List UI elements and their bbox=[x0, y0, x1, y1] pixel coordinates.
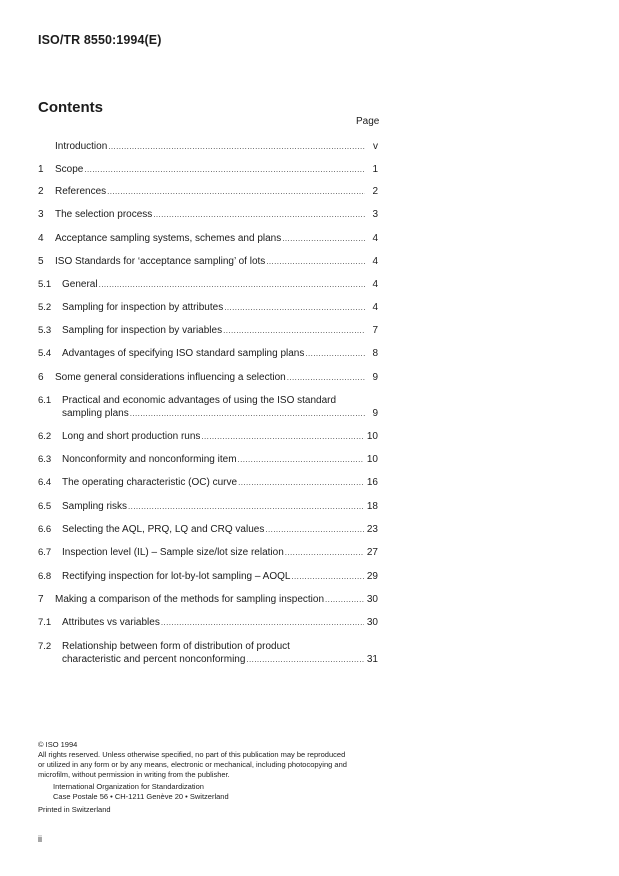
toc-entry-text: Some general considerations influencing a selection bbox=[55, 372, 286, 383]
toc-entry-line2 bbox=[62, 407, 378, 420]
dot-leader bbox=[325, 593, 364, 606]
dot-leader bbox=[287, 371, 365, 384]
toc-entry-number: 6.4 bbox=[38, 477, 52, 488]
contents-heading: Contents bbox=[38, 99, 103, 116]
organization-address bbox=[53, 782, 229, 802]
toc-entry-number: 3 bbox=[38, 209, 44, 220]
toc-entry-number: 5.2 bbox=[38, 302, 52, 313]
toc-entry-number: 5.4 bbox=[38, 348, 52, 359]
toc-entry-text-line1: Relationship between form of distribution of product bbox=[62, 641, 290, 652]
dot-leader bbox=[305, 347, 365, 360]
toc-entry-title bbox=[55, 140, 378, 153]
toc-entry-page: 9 bbox=[372, 372, 378, 383]
toc-entry-number: 4 bbox=[38, 233, 44, 244]
page-number: ii bbox=[38, 834, 42, 844]
dot-leader bbox=[223, 324, 365, 337]
toc-entry-page: 8 bbox=[372, 348, 378, 359]
toc-entry-number: 5.1 bbox=[38, 279, 52, 290]
toc-entry-page: 27 bbox=[366, 547, 378, 558]
dot-leader bbox=[282, 232, 365, 245]
toc-entry-title bbox=[55, 593, 378, 606]
toc-entry-text: Sampling for inspection by variables bbox=[62, 325, 223, 336]
toc-entry-title bbox=[62, 476, 378, 489]
toc-entry-text: Advantages of specifying ISO standard sampling plans bbox=[62, 348, 305, 359]
toc-entry-text: Selecting the AQL, PRQ, LQ and CRQ values bbox=[62, 524, 265, 535]
toc-entry-number: 6.7 bbox=[38, 547, 52, 558]
dot-leader bbox=[99, 278, 365, 291]
toc-entry-text: Scope bbox=[55, 164, 84, 175]
toc-entry-page: 10 bbox=[366, 454, 378, 465]
toc-entry-page: 9 bbox=[372, 408, 378, 419]
dot-leader bbox=[238, 453, 364, 466]
toc-entry-number: 6.5 bbox=[38, 501, 52, 512]
toc-entry-text: Acceptance sampling systems, schemes and plans bbox=[55, 233, 282, 244]
toc-entry-title bbox=[62, 640, 378, 666]
toc-entry-title bbox=[55, 185, 378, 198]
toc-entry-title bbox=[62, 500, 378, 513]
dot-leader bbox=[108, 140, 365, 153]
dot-leader bbox=[238, 476, 364, 489]
dot-leader bbox=[201, 430, 363, 443]
toc-entry-page: 1 bbox=[372, 164, 378, 175]
toc-entry-text: Long and short production runs bbox=[62, 431, 201, 442]
toc-entry-relationship-distribution[interactable] bbox=[38, 640, 378, 666]
toc-entry-title bbox=[62, 347, 378, 360]
toc-entry-text: Rectifying inspection for lot-by-lot sampling – AOQL bbox=[62, 571, 291, 582]
rights-line: microfilm, without permission in writing from the publisher. bbox=[38, 770, 230, 779]
toc-entry-text-line2: characteristic and percent nonconforming bbox=[62, 654, 246, 665]
toc-entry-title bbox=[62, 546, 378, 559]
dot-leader bbox=[265, 523, 364, 536]
dot-leader bbox=[128, 500, 364, 513]
toc-entry-number: 7.1 bbox=[38, 617, 52, 628]
toc-entry-page: v bbox=[373, 141, 378, 152]
toc-entry-text: Introduction bbox=[55, 141, 108, 152]
dot-leader bbox=[153, 208, 365, 221]
dot-leader bbox=[84, 163, 365, 176]
toc-entry-text: Nonconformity and nonconforming item bbox=[62, 454, 237, 465]
toc-entry-text: The operating characteristic (OC) curve bbox=[62, 477, 238, 488]
toc-entry-number: 7.2 bbox=[38, 641, 52, 652]
printed-in: Printed in Switzerland bbox=[38, 805, 111, 814]
toc-entry-page: 16 bbox=[366, 477, 378, 488]
page-column-label: Page bbox=[356, 116, 380, 127]
dot-leader bbox=[161, 616, 364, 629]
toc-entry-page: 30 bbox=[366, 594, 378, 605]
toc-entry-page: 3 bbox=[372, 209, 378, 220]
dot-leader bbox=[285, 546, 364, 559]
toc-entry-page: 29 bbox=[366, 571, 378, 582]
toc-entry-title bbox=[55, 232, 378, 245]
toc-entry-title bbox=[62, 430, 378, 443]
toc-entry-title bbox=[62, 301, 378, 314]
toc-entry-title bbox=[55, 255, 378, 268]
toc-entry-page: 2 bbox=[372, 186, 378, 197]
toc-entry-text: ISO Standards for ‘acceptance sampling’ of lots bbox=[55, 256, 266, 267]
toc-entry-title bbox=[62, 394, 378, 420]
toc-entry-page: 4 bbox=[372, 279, 378, 290]
dot-leader bbox=[266, 255, 365, 268]
toc-entry-text-line1: Practical and economic advantages of using the ISO standard bbox=[62, 395, 337, 406]
toc-entry-number: 6.3 bbox=[38, 454, 52, 465]
toc-entry-number: 7 bbox=[38, 594, 44, 605]
toc-entry-text: General bbox=[62, 279, 98, 290]
organization-name: International Organization for Standardization bbox=[53, 782, 204, 791]
toc-entry-page: 10 bbox=[366, 431, 378, 442]
copyright-line: © ISO 1994 bbox=[38, 740, 78, 749]
toc-entry-text: Sampling risks bbox=[62, 501, 128, 512]
toc-entry-title bbox=[62, 278, 378, 291]
toc-entry-page: 4 bbox=[372, 256, 378, 267]
toc-entry-title bbox=[55, 163, 378, 176]
organization-postal: Case Postale 56 • CH-1211 Genève 20 • Switzerland bbox=[53, 792, 229, 801]
dot-leader bbox=[224, 301, 365, 314]
toc-entry-title bbox=[62, 570, 378, 583]
toc-entry-line2 bbox=[62, 653, 378, 666]
toc-entry-title bbox=[62, 324, 378, 337]
toc-entry-text: References bbox=[55, 186, 107, 197]
toc-entry-title bbox=[62, 453, 378, 466]
toc-entry-page: 7 bbox=[372, 325, 378, 336]
toc-entry-title bbox=[62, 523, 378, 536]
dot-leader bbox=[107, 185, 365, 198]
toc-entry-number: 5 bbox=[38, 256, 44, 267]
toc-entry-page: 18 bbox=[366, 501, 378, 512]
toc-entry-number: 6.1 bbox=[38, 395, 52, 406]
toc-entry-number: 6.2 bbox=[38, 431, 52, 442]
toc-entry-text: The selection process bbox=[55, 209, 153, 220]
toc-entry-page: 30 bbox=[366, 617, 378, 628]
toc-entry-text-line2: sampling plans bbox=[62, 408, 129, 419]
toc-entry-number: 5.3 bbox=[38, 325, 52, 336]
toc-entry-page: 4 bbox=[372, 302, 378, 313]
dot-leader bbox=[130, 407, 365, 420]
toc-entry-number: 6.6 bbox=[38, 524, 52, 535]
rights-line: or utilized in any form or by any means, electronic or mechanical, including photocopying and bbox=[38, 760, 347, 769]
toc-entry-text: Attributes vs variables bbox=[62, 617, 160, 628]
toc-entry-number: 6 bbox=[38, 372, 44, 383]
toc-entry-text: Inspection level (IL) – Sample size/lot size relation bbox=[62, 547, 284, 558]
toc-entry-text: Making a comparison of the methods for sampling inspection bbox=[55, 594, 325, 605]
toc-entry-number: 6.8 bbox=[38, 571, 52, 582]
toc-entry-title bbox=[55, 208, 378, 221]
dot-leader bbox=[246, 653, 363, 666]
toc-entry-page: 4 bbox=[372, 233, 378, 244]
toc-entry-page: 23 bbox=[366, 524, 378, 535]
dot-leader bbox=[291, 570, 363, 583]
toc-entry-number: 1 bbox=[38, 164, 44, 175]
toc-entry-practical-advantages[interactable] bbox=[38, 394, 378, 420]
document-id: ISO/TR 8550:1994(E) bbox=[38, 33, 162, 47]
rights-line: All rights reserved. Unless otherwise specified, no part of this publication may be reproduced bbox=[38, 750, 346, 759]
toc-entry-title bbox=[55, 371, 378, 384]
copyright-notice bbox=[38, 740, 388, 780]
toc-entry-page: 31 bbox=[366, 654, 378, 665]
toc-entry-title bbox=[62, 616, 378, 629]
toc-entry-number: 2 bbox=[38, 186, 44, 197]
toc-entry-text: Sampling for inspection by attributes bbox=[62, 302, 224, 313]
